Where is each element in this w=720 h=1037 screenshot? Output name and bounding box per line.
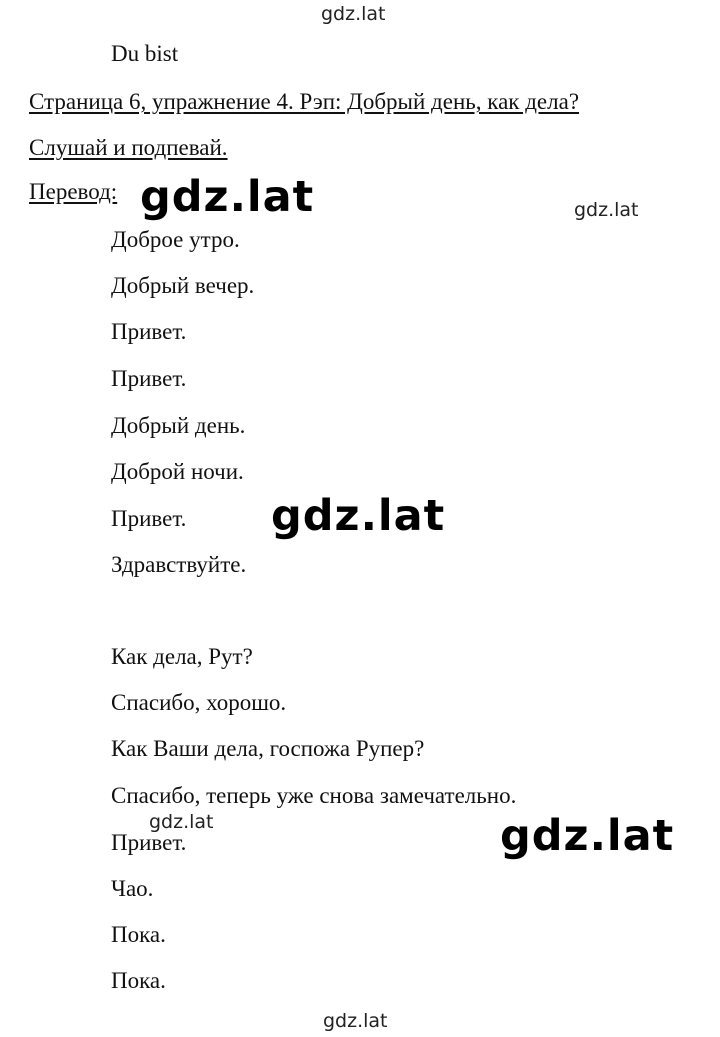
text-line: Доброй ночи. <box>111 459 244 484</box>
text-line: Добрый вечер. <box>111 273 255 298</box>
text-line: Чао. <box>111 876 154 901</box>
text-line: Спасибо, хорошо. <box>111 690 287 715</box>
watermark-bottom: gdz.lat <box>323 1010 388 1032</box>
instruction: Слушай и подпевай. <box>29 135 228 160</box>
text-line: Спасибо, теперь уже снова замечательно. <box>111 783 517 808</box>
text-line: Привет. <box>111 830 187 855</box>
text-line: Привет. <box>111 319 187 344</box>
text-line: Здравствуйте. <box>111 552 247 577</box>
text-line: Пока. <box>111 922 166 947</box>
translation-label: Перевод: <box>29 179 118 204</box>
previous-exercise-line: Du bist <box>111 41 179 66</box>
watermark-small-right: gdz.lat <box>574 199 639 221</box>
text-line: Пока. <box>111 968 166 993</box>
text-line: Привет. <box>111 506 187 531</box>
text-line: Доброе утро. <box>111 227 240 252</box>
text-line: Привет. <box>111 366 187 391</box>
text-line: Добрый день. <box>111 413 246 438</box>
text-line: Как Ваши дела, госпожа Рупер? <box>111 736 425 761</box>
watermark-large-2: gdz.lat <box>271 491 446 541</box>
text-line: Как дела, Рут? <box>111 644 253 669</box>
watermark-top: gdz.lat <box>321 3 386 25</box>
watermark-small-left: gdz.lat <box>149 811 214 833</box>
watermark-large-1: gdz.lat <box>140 172 315 222</box>
exercise-title: Страница 6, упражнение 4. Рэп: Добрый день, как дела? <box>29 89 580 114</box>
watermark-large-3: gdz.lat <box>500 811 675 861</box>
